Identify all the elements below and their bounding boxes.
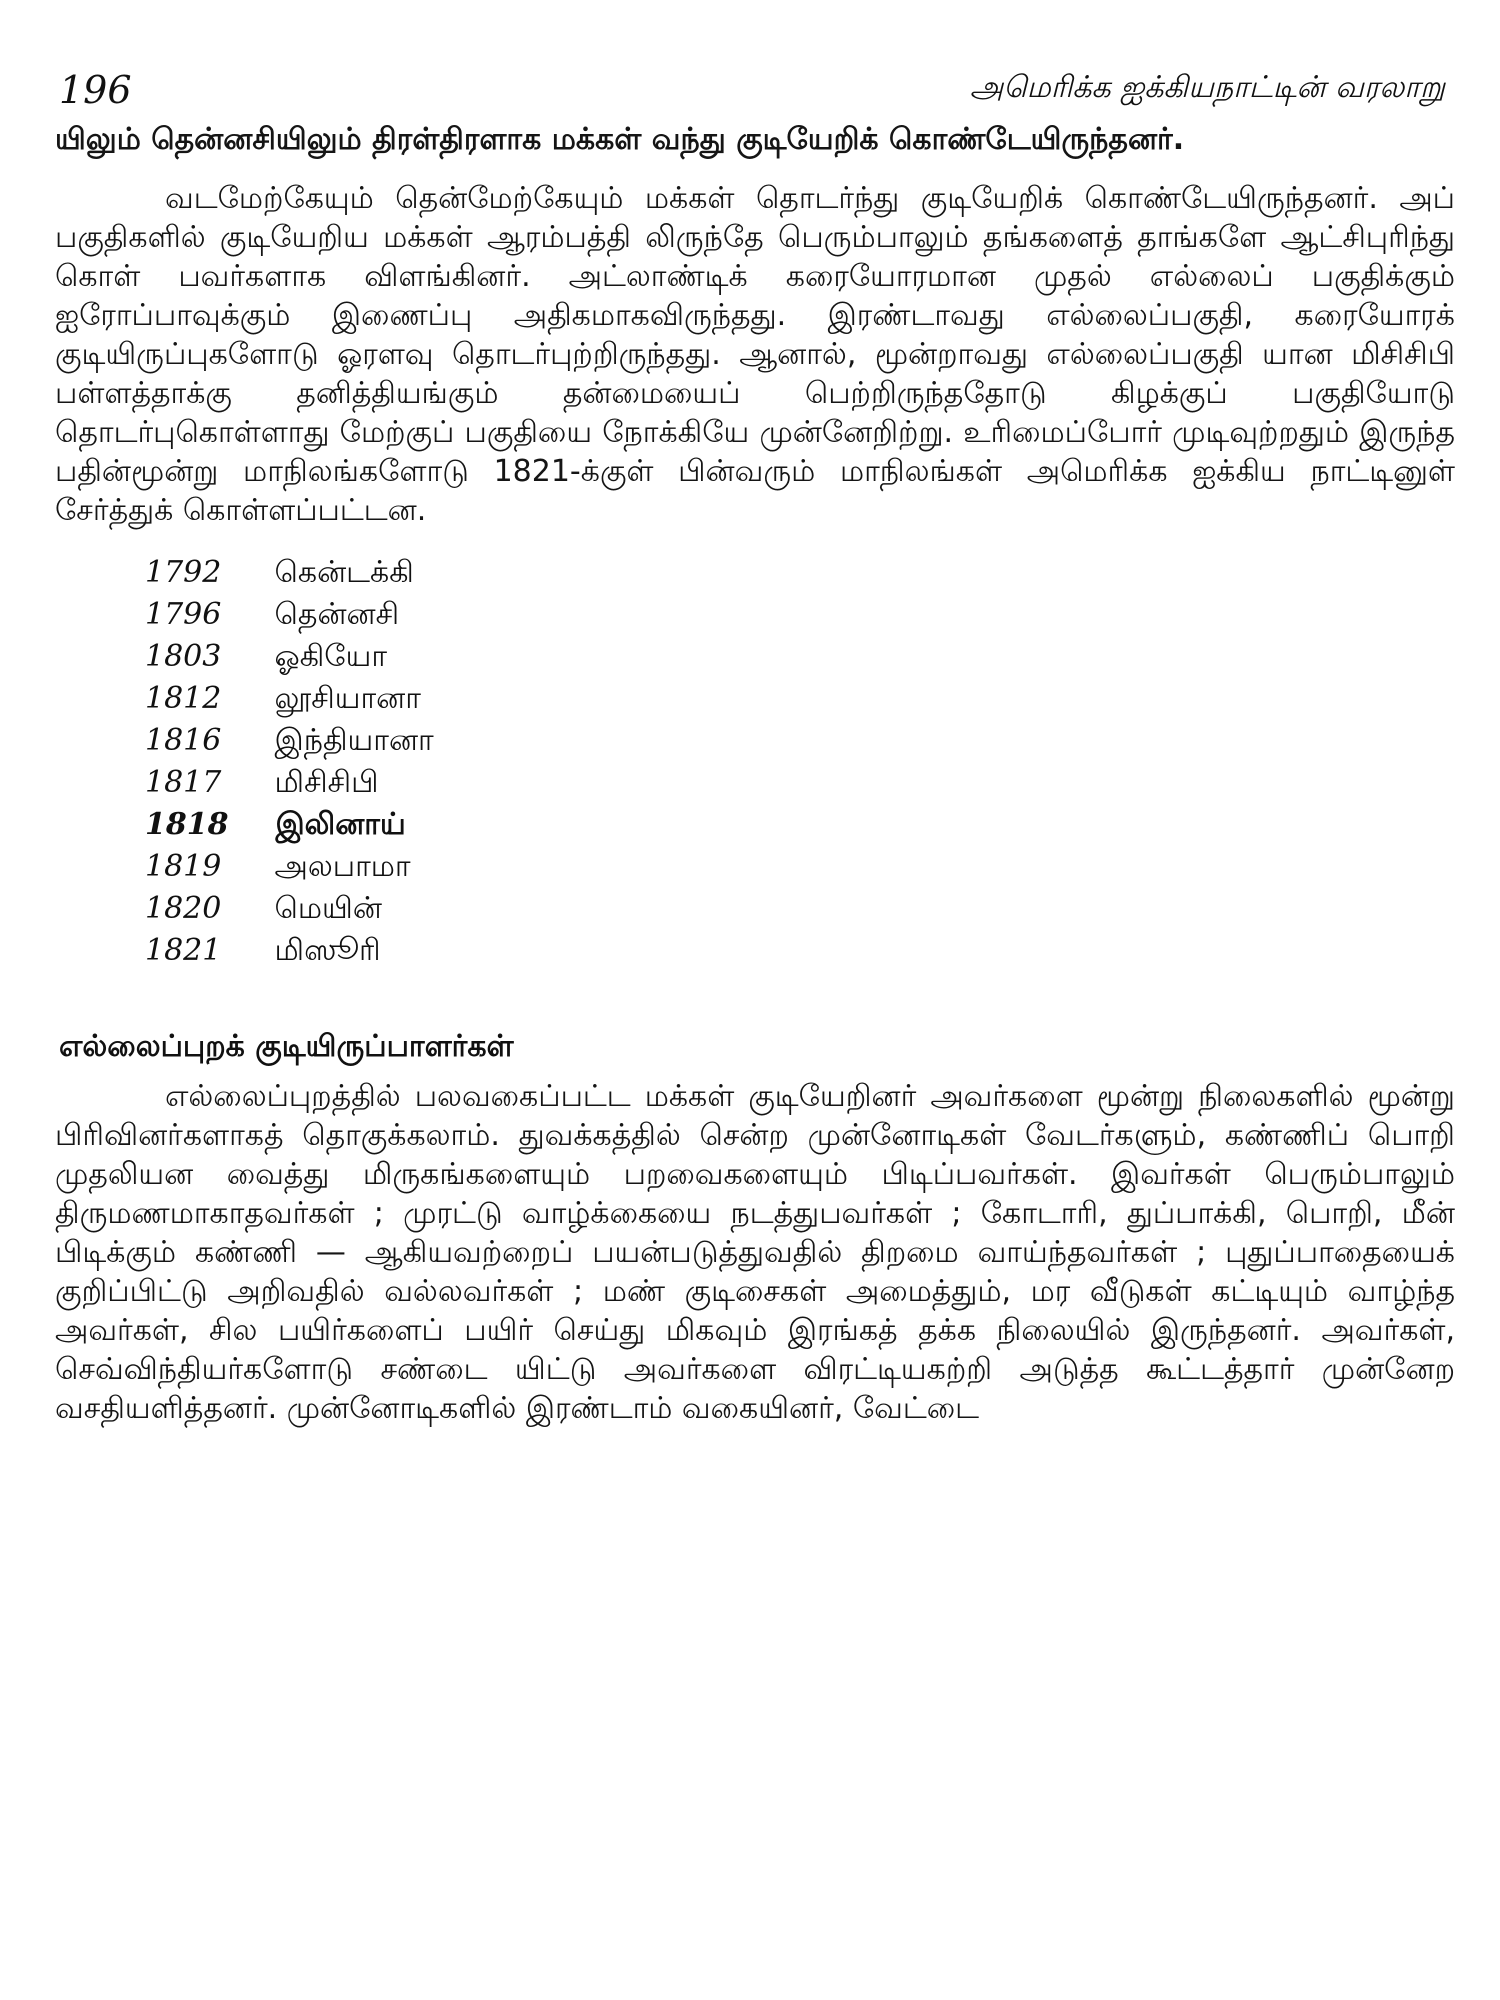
state-year: 1812: [145, 681, 222, 716]
state-name: மிசிசிபி: [274, 765, 379, 800]
state-entry: [145, 720, 1455, 762]
state-entry: [145, 678, 1455, 720]
state-name: மிஸூரி: [274, 933, 381, 968]
state-entry: [145, 846, 1455, 888]
state-name: ஓகியோ: [274, 639, 387, 674]
state-year: 1817: [145, 765, 222, 800]
state-entry: [145, 636, 1455, 678]
continued-paragraph: யிலும் தென்னசியிலும் திரள்திரளாக மக்கள் வந்து குடியேறிக் கொண்டேயிருந்தனர்.: [55, 122, 1185, 157]
state-entry: [145, 930, 1455, 972]
state-entry: [145, 594, 1455, 636]
state-entry: [145, 804, 1455, 846]
state-name: கென்டக்கி: [274, 555, 414, 590]
state-year: 1796: [145, 597, 222, 632]
section-heading: எல்லைப்புறக் குடியிருப்பாளர்கள்: [59, 1029, 514, 1064]
page-header: [55, 60, 1455, 120]
state-year: 1820: [145, 891, 222, 926]
state-name: இலினாய்: [275, 807, 406, 842]
state-name: இந்தியானா: [274, 723, 434, 758]
state-name: லூசியானா: [274, 681, 421, 716]
page-number: 196: [59, 68, 132, 112]
state-name: மெயின்: [274, 891, 382, 926]
states-admitted-list: [145, 552, 1455, 972]
state-entry: [145, 762, 1455, 804]
section-body: எல்லைப்புறத்தில் பலவகைப்பட்ட மக்கள் குடியேறினர் அவர்களை மூன்று நிலைகளில் மூன்று பிரிவினர்களாகத் தொகுக்கலாம். துவக்கத்தில் சென்ற முன்னோடிகள் வேடர்களும், கண்ணிப் பொறி முதலியன வைத்து மிருகங்களையும் பறவைகளையும் பிடிப்பவர்கள். இவர்கள் பெரும்பாலும் திருமணமாகாதவர்கள் ; முரட்டு வாழ்க்கையை நடத்துபவர்கள் ; கோடாரி, துப்பாக்கி, பொறி, மீன் பிடிக்கும் கண்ணி — ஆகியவற்றைப் பயன்படுத்துவதில் திறமை வாய்ந்தவர்கள் ; புதுப்பாதையைக் குறிப்பிட்டு அறிவதில் வல்லவர்கள் ; மண் குடிசைகள் அமைத்தும், மர வீடுகள் கட்டியும் வாழ்ந்த அவர்கள், சில பயிர்களைப் பயிர் செய்து மிகவும் இரங்கத் தக்க நிலையில் இருந்தனர். அவர்கள், செவ்விந்தியர்களோடு சண்டை யிட்டு அவர்களை விரட்டியகற்றி அடுத்த கூட்டத்தார் முன்னேற வசதியளித்தனர். முன்னோடிகளில் இரண்டாம் வகையினர், வேட்டை: [55, 1079, 1455, 1426]
book-page: [55, 60, 1455, 1980]
state-year: 1818: [145, 807, 229, 842]
state-year: 1803: [145, 639, 222, 674]
state-year: 1816: [145, 723, 222, 758]
state-year: 1821: [145, 933, 222, 968]
state-entry: [145, 888, 1455, 930]
state-year: 1819: [145, 849, 222, 884]
state-entry: [145, 552, 1455, 594]
state-year: 1792: [145, 555, 222, 590]
running-title: அமெரிக்க ஐக்கியநாட்டின் வரலாறு: [969, 70, 1445, 105]
frontier-paragraph: வடமேற்கேயும் தென்மேற்கேயும் மக்கள் தொடர்ந்து குடியேறிக் கொண்டேயிருந்தனர். அப் பகுதிகளில் குடியேறிய மக்கள் ஆரம்பத்தி லிருந்தே பெரும்பாலும் தங்களைத் தாங்களே ஆட்சிபுரிந்து கொள் பவர்களாக விளங்கினர். அட்லாண்டிக் கரையோரமான முதல் எல்லைப் பகுதிக்கும் ஐரோப்பாவுக்கும் இணைப்பு அதிகமாகவிருந்தது. இரண்டாவது எல்லைப்பகுதி, கரையோரக் குடியிருப்புகளோடு ஓரளவு தொடர்புற்றிருந்தது. ஆனால், மூன்றாவது எல்லைப்பகுதி யான மிசிசிபி பள்ளத்தாக்கு தனித்தியங்கும் தன்மையைப் பெற்றிருந்ததோடு கிழக்குப் பகுதியோடு தொடர்புகொள்ளாது மேற்குப் பகுதியை நோக்கியே முன்னேறிற்று. உரிமைப்போர் முடிவுற்றதும் இருந்த பதின்மூன்று மாநிலங்களோடு 1821-க்குள் பின்வரும் மாநிலங்கள் அமெரிக்க ஐக்கிய நாட்டினுள் சேர்த்துக் கொள்ளப்பட்டன.: [55, 181, 1455, 528]
state-name: அலபாமா: [274, 849, 411, 884]
state-name: தென்னசி: [274, 597, 400, 632]
